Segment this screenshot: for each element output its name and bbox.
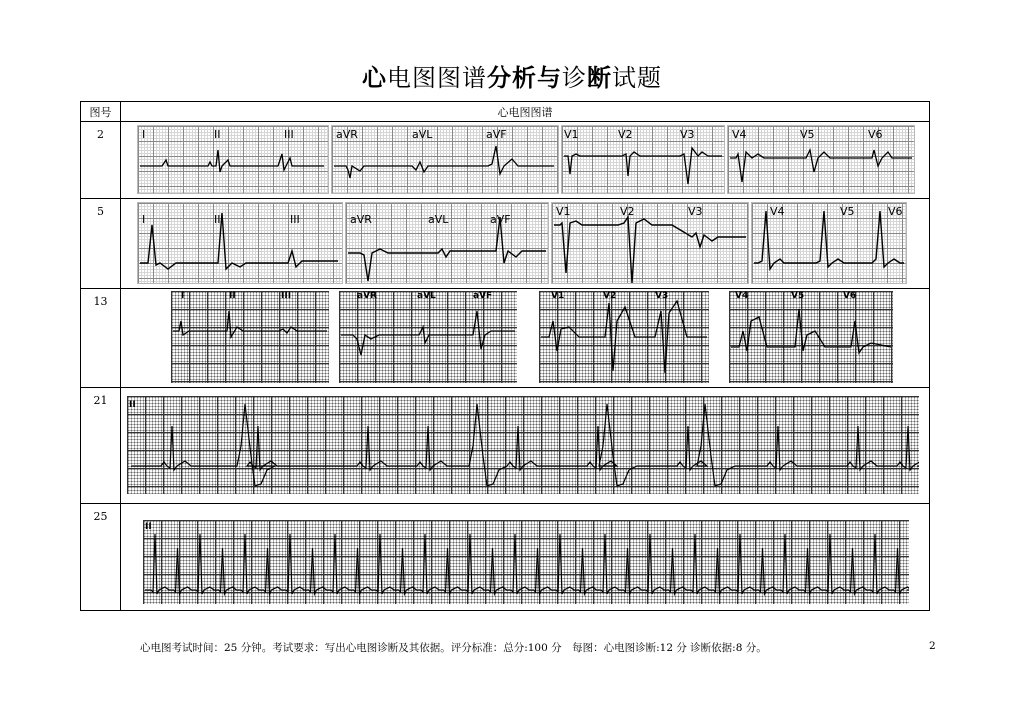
table-row bbox=[81, 289, 930, 388]
lead-label: aVR bbox=[350, 213, 372, 226]
lead-label: V5 bbox=[791, 291, 805, 301]
lead-label: aVR bbox=[357, 291, 377, 301]
lead-label: I bbox=[181, 291, 185, 301]
ecg-panel-augmented bbox=[345, 202, 549, 284]
lead-label: aVL bbox=[417, 291, 436, 301]
ecg-panel-v1-v3 bbox=[551, 202, 749, 284]
lead-label: I bbox=[142, 128, 146, 141]
ecg-panel-limb bbox=[137, 202, 343, 284]
lead-label: V1 bbox=[564, 128, 579, 141]
ecg-trace bbox=[729, 291, 893, 383]
lead-label: aVF bbox=[473, 291, 493, 301]
lead-label: III bbox=[284, 128, 294, 141]
ecg-panel-v1-v3 bbox=[539, 291, 709, 383]
figure-number: 13 bbox=[81, 289, 121, 388]
ecg-trace bbox=[562, 126, 724, 193]
lead-label: V4 bbox=[770, 205, 785, 218]
ecg-panel-v1-v3 bbox=[561, 125, 725, 194]
lead-label: I bbox=[142, 213, 146, 226]
ecg-trace bbox=[171, 291, 329, 383]
ecg-strip-5 bbox=[121, 199, 929, 288]
lead-label: V6 bbox=[888, 205, 903, 218]
ecg-trace bbox=[143, 520, 909, 604]
ecg-panel-v4-v6 bbox=[751, 202, 907, 284]
ecg-strip-21 bbox=[121, 388, 929, 503]
ecg-trace bbox=[138, 126, 328, 193]
lead-label: II bbox=[145, 522, 152, 532]
lead-label: V1 bbox=[551, 291, 565, 301]
lead-label: aVF bbox=[486, 128, 507, 141]
lead-label: aVL bbox=[428, 213, 449, 226]
lead-label: V4 bbox=[732, 128, 747, 141]
header-figure-number: 图号 bbox=[81, 102, 121, 122]
ecg-panel-limb bbox=[137, 125, 329, 194]
ecg-panel-augmented bbox=[339, 291, 517, 383]
ecg-question-table bbox=[80, 101, 930, 611]
table-row bbox=[81, 199, 930, 289]
lead-label: V3 bbox=[655, 291, 669, 301]
page-number: 2 bbox=[929, 640, 936, 652]
ecg-trace bbox=[539, 291, 709, 383]
page-title: 心电图图谱分析与诊断试题 bbox=[362, 64, 662, 92]
ecg-rhythm-panel bbox=[127, 396, 919, 494]
exam-footer-note: 心电图考试时间：25 分钟。考试要求：写出心电图诊断及其依据。评分标准：总分:100 分 每图：心电图诊断:12 分 诊断依据:8 分。 bbox=[140, 642, 767, 654]
lead-label: II bbox=[229, 291, 236, 301]
table-row bbox=[81, 388, 930, 504]
figure-number: 21 bbox=[81, 388, 121, 504]
lead-label: V3 bbox=[688, 205, 703, 218]
lead-label: II bbox=[214, 213, 221, 226]
lead-label: V2 bbox=[620, 205, 635, 218]
ecg-trace bbox=[346, 203, 548, 283]
figure-number: 25 bbox=[81, 504, 121, 611]
table-header bbox=[81, 102, 930, 122]
figure-number: 5 bbox=[81, 199, 121, 289]
lead-label: V1 bbox=[556, 205, 571, 218]
ecg-panel-augmented bbox=[331, 125, 559, 194]
ecg-panel-limb bbox=[171, 291, 329, 383]
ecg-panel-v4-v6 bbox=[729, 291, 893, 383]
lead-label: V5 bbox=[800, 128, 815, 141]
header-ecg-chart: 心电图图谱 bbox=[121, 102, 930, 122]
ecg-trace bbox=[752, 203, 906, 283]
lead-label: V6 bbox=[868, 128, 883, 141]
lead-label: aVF bbox=[490, 213, 511, 226]
ecg-panel-v4-v6 bbox=[727, 125, 915, 194]
lead-label: V2 bbox=[603, 291, 617, 301]
ecg-trace bbox=[728, 126, 914, 193]
lead-label: aVL bbox=[412, 128, 433, 141]
ecg-strip-25 bbox=[121, 504, 929, 610]
table-row bbox=[81, 504, 930, 611]
lead-label: II bbox=[214, 128, 221, 141]
ecg-trace bbox=[552, 203, 748, 283]
lead-label: V4 bbox=[735, 291, 749, 301]
lead-label: III bbox=[281, 291, 292, 301]
lead-label: II bbox=[129, 400, 136, 410]
ecg-trace bbox=[339, 291, 517, 383]
lead-label: V3 bbox=[680, 128, 695, 141]
ecg-strip-13 bbox=[121, 289, 929, 387]
table-row bbox=[81, 122, 930, 199]
lead-label: V5 bbox=[840, 205, 855, 218]
figure-number: 2 bbox=[81, 122, 121, 199]
ecg-trace bbox=[127, 396, 919, 494]
lead-label: V2 bbox=[618, 128, 633, 141]
ecg-trace bbox=[332, 126, 558, 193]
lead-label: V6 bbox=[843, 291, 857, 301]
lead-label: aVR bbox=[336, 128, 358, 141]
ecg-rhythm-panel bbox=[143, 520, 909, 604]
ecg-strip-2 bbox=[121, 122, 929, 198]
lead-label: III bbox=[290, 213, 300, 226]
ecg-trace bbox=[138, 203, 342, 283]
